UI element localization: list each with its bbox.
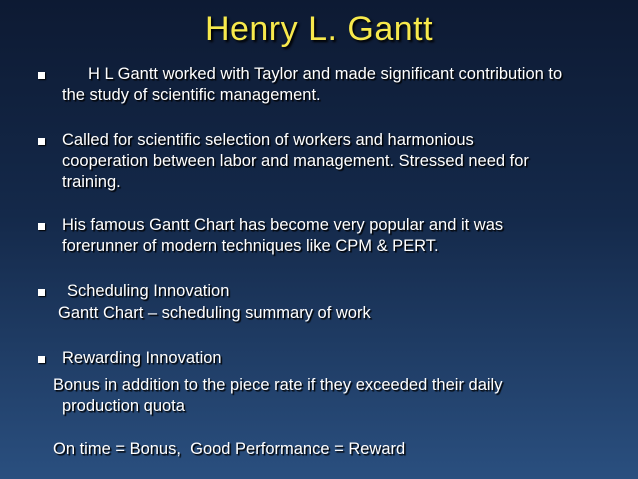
bullet-3-line-2: forerunner of modern techniques like CPM & PERT. [62, 237, 439, 255]
bullet-2-line-2: cooperation between labor and management. Stressed need for [62, 152, 529, 170]
bullet-2-line-3: training. [62, 173, 121, 191]
bullet-marker [38, 72, 45, 79]
bullet-2-line-1: Called for scientific selection of workers and harmonious [62, 131, 474, 149]
bullet-marker [38, 138, 45, 145]
bullet-1-line-2: the study of scientific management. [62, 86, 321, 104]
bullet-5-heading: Rewarding Innovation [62, 349, 222, 367]
bullet-marker [38, 223, 45, 230]
bullet-5-detail-line-1: Bonus in addition to the piece rate if they exceeded their daily [53, 376, 503, 394]
bullet-marker [38, 289, 45, 296]
bullet-marker [38, 356, 45, 363]
bullet-5-detail-line-2: production quota [62, 397, 185, 415]
summary-line: On time = Bonus, Good Performance = Reward [53, 440, 406, 458]
slide-title: Henry L. Gantt [204, 10, 434, 48]
bullet-4-heading: Scheduling Innovation [67, 282, 230, 300]
bullet-1-line-1: H L Gantt worked with Taylor and made significant contribution to [88, 65, 563, 83]
bullet-3-line-1: His famous Gantt Chart has become very popular and it was [62, 216, 504, 234]
bullet-4-detail: Gantt Chart – scheduling summary of work [58, 304, 371, 322]
